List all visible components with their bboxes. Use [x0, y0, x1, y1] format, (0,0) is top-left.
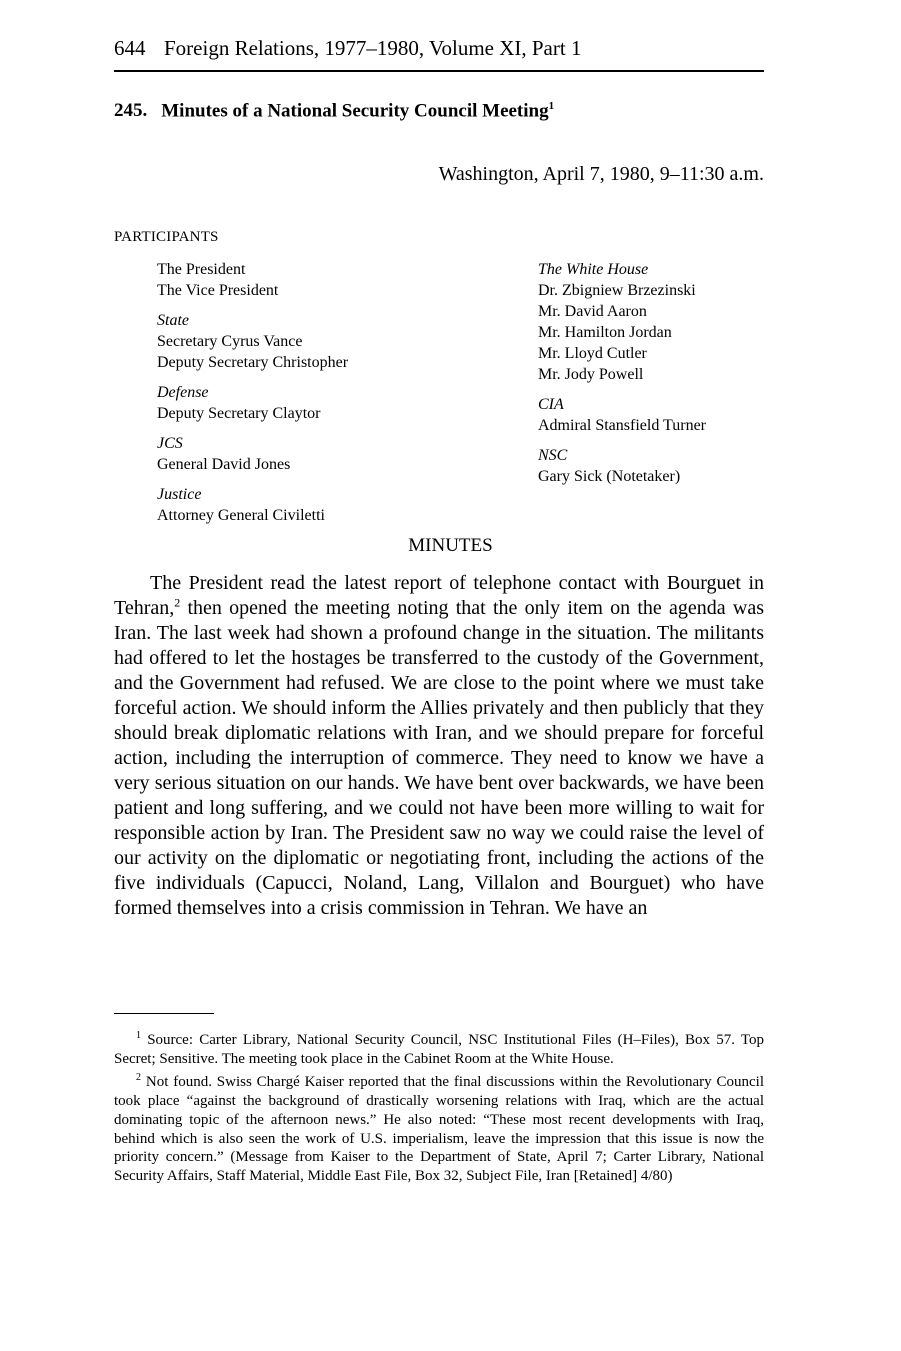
participants-group-state	[157, 310, 348, 373]
participants-group-principals	[157, 259, 348, 301]
participant: The Vice President	[157, 282, 279, 299]
participants-group-justice	[157, 484, 348, 526]
footnote-2	[114, 1073, 764, 1185]
footnote-ref-1[interactable]: 1	[548, 100, 555, 112]
participants-group-jcs	[157, 433, 348, 475]
participant: Deputy Secretary Christopher	[157, 354, 349, 371]
group-heading: Justice	[157, 486, 202, 503]
participant: The President	[157, 261, 246, 278]
footnote-ref-2[interactable]: 2	[174, 595, 181, 610]
participant: General David Jones	[157, 456, 291, 473]
dateline: Washington, April 7, 1980, 9–11:30 a.m.	[438, 163, 764, 185]
group-heading: The White House	[538, 261, 649, 278]
document-title	[114, 100, 554, 122]
participants-group-cia	[538, 394, 706, 436]
footnote-text: Source: Carter Library, National Security Council, NSC Institutional Files (H–Files), Box 57. Top Secret; Sensitive. The meeting took place in the Cabinet Room at the White House.	[114, 1032, 764, 1067]
participants-group-nsc	[538, 445, 706, 487]
participants-group-defense	[157, 382, 348, 424]
group-heading: Defense	[157, 384, 209, 401]
footnote-1	[114, 1031, 764, 1068]
group-heading: CIA	[538, 396, 564, 413]
participants-left-column	[157, 259, 348, 535]
minutes-heading: MINUTES	[408, 535, 493, 556]
running-title: Foreign Relations, 1977–1980, Volume XI, Part 1	[164, 36, 582, 60]
footnote-text: Not found. Swiss Chargé Kaiser reported that the final discussions within the Revolutionary Council took place “against the background of drastically worsening relations with Iraq, which are the actual dominating topic of the afternoon news.” He also noted: “These most recent developments with Iraq, behind which is also seen the work of U.S. imperialism, leave the impression that this issue is now the priority concern.” (Message from Kaiser to the Department of State, April 7; Carter Library, National Security Affairs, Staff Material, Middle East File, Box 32, Subject File, Iran [Retained] 4/80)	[114, 1074, 764, 1184]
participant: Admiral Stansfield Turner	[538, 417, 706, 434]
minutes-text-part-2: then opened the meeting noting that the only item on the agenda was Iran. The last week had shown a profound change in the situation. The militants had offered to let the hostages be transferred to the custody of the Government, and the Government had refused. We are close to the point where we must take forceful action. We should inform the Allies privately and then publicly that they should break diplomatic relations with Iran, and we should prepare for forceful action, including the interruption of commerce. They need to know we have a very serious situation on our hands. We have bent over backwards, we have been patient and long suffering, and we could not have been more willing to wait for responsible action by Iran. The President saw no way we could raise the level of our activity on the diplomatic or negotiating front, including the actions of the five individuals (Capucci, Noland, Lang, Villalon and Bourguet) who have formed themselves into a crisis commission in Tehran. We have an	[114, 597, 764, 919]
minutes-paragraph	[114, 571, 764, 921]
document-title-text: Minutes of a National Security Council Meeting	[161, 100, 549, 122]
group-heading: JCS	[157, 435, 183, 452]
participants-right-column	[538, 259, 706, 496]
page-number: 644	[114, 36, 146, 60]
footnote-marker: 2	[136, 1072, 141, 1084]
group-heading: NSC	[538, 447, 568, 464]
document-number: 245.	[114, 100, 148, 122]
participant: Mr. Hamilton Jordan	[538, 324, 672, 341]
participant: Mr. Jody Powell	[538, 366, 644, 383]
group-heading: State	[157, 312, 189, 329]
participant: Mr. David Aaron	[538, 303, 647, 320]
running-head	[114, 36, 764, 72]
participant: Mr. Lloyd Cutler	[538, 345, 647, 362]
participants-group-white-house	[538, 259, 706, 385]
participant: Deputy Secretary Claytor	[157, 405, 321, 422]
minutes-text-part-1: The President read the latest report of telephone contact with Bourguet in Tehran,	[114, 572, 764, 619]
participant: Dr. Zbigniew Brzezinski	[538, 282, 696, 299]
participant: Gary Sick (Notetaker)	[538, 468, 681, 485]
footnote-divider	[114, 1013, 214, 1014]
participants-label: PARTICIPANTS	[114, 229, 219, 245]
participant: Attorney General Civiletti	[157, 507, 325, 524]
footnotes	[114, 1031, 764, 1191]
participant: Secretary Cyrus Vance	[157, 333, 303, 350]
footnote-marker: 1	[136, 1030, 141, 1041]
